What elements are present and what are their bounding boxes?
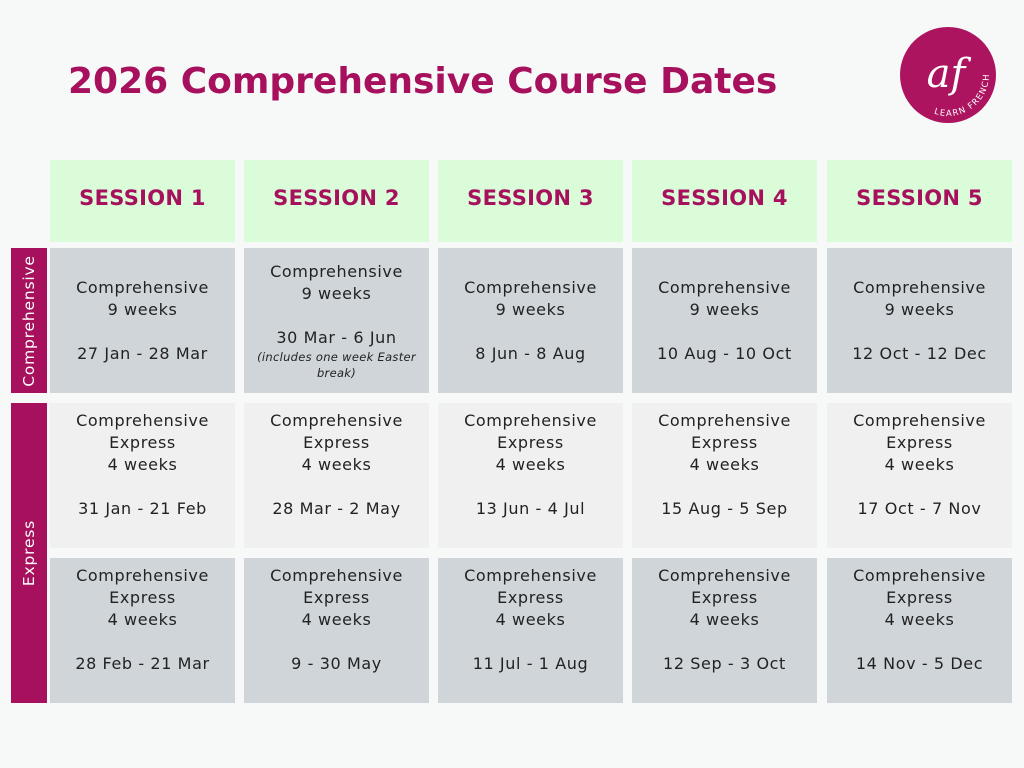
logo-tagline: LEARN FRENCH — [932, 73, 993, 120]
course-duration: 4 weeks — [301, 609, 372, 629]
course-dates: 30 Mar - 6 Jun — [276, 327, 397, 347]
course-dates: 13 Jun - 4 Jul — [475, 498, 586, 518]
course-variant: Express — [303, 587, 370, 607]
course-variant: Express — [886, 587, 953, 607]
page-title: 2026 Comprehensive Course Dates — [68, 61, 778, 102]
course-variant: Express — [691, 587, 758, 607]
course-cell — [50, 248, 235, 393]
course-name: Comprehensive — [76, 565, 209, 585]
session-header: SESSION 2 — [244, 160, 429, 242]
course-duration: 9 weeks — [495, 299, 566, 319]
course-dates: 31 Jan - 21 Feb — [78, 498, 207, 518]
group-label-express — [11, 403, 47, 703]
course-name: Comprehensive — [464, 277, 597, 297]
course-duration: 9 weeks — [689, 299, 760, 319]
course-dates: 28 Mar - 2 May — [272, 498, 401, 518]
course-name: Comprehensive — [270, 410, 403, 430]
course-name: Comprehensive — [464, 410, 597, 430]
course-dates: 27 Jan - 28 Mar — [77, 343, 208, 363]
course-cell — [632, 403, 817, 548]
course-dates: 17 Oct - 7 Nov — [857, 498, 982, 518]
course-dates: 9 - 30 May — [291, 653, 382, 673]
course-cell — [827, 558, 1012, 703]
course-dates: 12 Sep - 3 Oct — [663, 653, 786, 673]
course-name: Comprehensive — [658, 565, 791, 585]
alliance-francaise-logo — [898, 25, 998, 125]
course-dates: 11 Jul - 1 Aug — [472, 653, 589, 673]
course-duration: 4 weeks — [884, 454, 955, 474]
course-duration: 4 weeks — [107, 609, 178, 629]
course-name: Comprehensive — [270, 565, 403, 585]
course-cell — [244, 558, 429, 703]
course-variant: Express — [109, 587, 176, 607]
course-cell — [50, 558, 235, 703]
session-header: SESSION 1 — [50, 160, 235, 242]
course-dates: 28 Feb - 21 Mar — [75, 653, 210, 673]
course-duration: 4 weeks — [884, 609, 955, 629]
course-dates: 14 Nov - 5 Dec — [855, 653, 984, 673]
course-name: Comprehensive — [76, 410, 209, 430]
logo-monogram: af — [926, 51, 966, 97]
course-cell — [438, 248, 623, 393]
course-variant: Express — [109, 432, 176, 452]
course-name: Comprehensive — [853, 565, 986, 585]
course-cell — [632, 248, 817, 393]
session-header: SESSION 3 — [438, 160, 623, 242]
course-dates: 8 Jun - 8 Aug — [475, 343, 586, 363]
course-variant: Express — [497, 587, 564, 607]
course-duration: 4 weeks — [301, 454, 372, 474]
course-variant: Express — [303, 432, 370, 452]
course-duration: 9 weeks — [884, 299, 955, 319]
course-duration: 9 weeks — [301, 283, 372, 303]
course-name: Comprehensive — [853, 410, 986, 430]
course-duration: 4 weeks — [689, 454, 760, 474]
course-cell — [827, 403, 1012, 548]
course-cell — [827, 248, 1012, 393]
course-dates: 15 Aug - 5 Sep — [661, 498, 788, 518]
course-variant: Express — [691, 432, 758, 452]
course-name: Comprehensive — [270, 261, 403, 281]
course-duration: 4 weeks — [495, 609, 566, 629]
course-cell — [50, 403, 235, 548]
course-duration: 9 weeks — [107, 299, 178, 319]
group-label-text: Comprehensive — [20, 254, 38, 387]
group-label-text: Express — [20, 519, 38, 587]
course-name: Comprehensive — [464, 565, 597, 585]
course-duration: 4 weeks — [495, 454, 566, 474]
course-name: Comprehensive — [853, 277, 986, 297]
course-name: Comprehensive — [658, 277, 791, 297]
course-name: Comprehensive — [76, 277, 209, 297]
course-variant: Express — [497, 432, 564, 452]
course-name: Comprehensive — [658, 410, 791, 430]
course-dates: 12 Oct - 12 Dec — [852, 343, 987, 363]
course-cell — [244, 248, 429, 393]
session-header: SESSION 5 — [827, 160, 1012, 242]
course-duration: 4 weeks — [107, 454, 178, 474]
course-variant: Express — [886, 432, 953, 452]
session-header: SESSION 4 — [632, 160, 817, 242]
course-duration: 4 weeks — [689, 609, 760, 629]
course-dates: 10 Aug - 10 Oct — [657, 343, 792, 363]
course-cell — [244, 403, 429, 548]
course-note: (includes one week Easter break) — [257, 349, 416, 380]
course-cell — [438, 403, 623, 548]
course-cell — [438, 558, 623, 703]
group-label-comprehensive — [11, 248, 47, 393]
course-cell — [632, 558, 817, 703]
